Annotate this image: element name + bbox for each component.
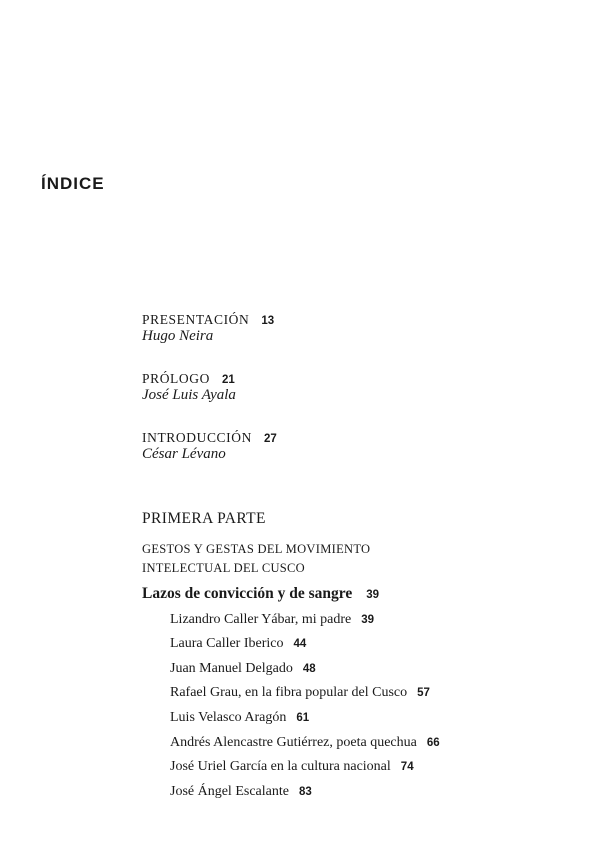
chapter-heading xyxy=(142,585,379,603)
toc-item-label: José Ángel Escalante xyxy=(170,784,289,799)
toc-entry-page: 21 xyxy=(221,374,235,386)
toc-item xyxy=(170,759,414,775)
toc-entry-prologo xyxy=(142,370,235,388)
toc-item xyxy=(170,661,316,677)
toc-entry-author: José Luis Ayala xyxy=(142,387,236,403)
toc-entry-presentacion xyxy=(142,311,274,329)
toc-item-page: 39 xyxy=(361,614,375,626)
toc-item-page: 83 xyxy=(298,786,312,798)
toc-item xyxy=(170,710,309,726)
section-heading-line1: GESTOS Y GESTAS DEL MOVIMIENTO xyxy=(142,542,371,556)
toc-item xyxy=(170,612,374,628)
toc-entry-page: 13 xyxy=(261,315,275,327)
part-heading: PRIMERA PARTE xyxy=(142,510,266,527)
toc-entry-introduccion xyxy=(142,429,277,447)
toc-entry-label: PRESENTACIÓN xyxy=(142,312,250,327)
toc-item-page: 61 xyxy=(296,712,310,724)
toc-entry-label: INTRODUCCIÓN xyxy=(142,430,252,445)
toc-item-label: Lizandro Caller Yábar, mi padre xyxy=(170,612,352,627)
toc-entry-page: 27 xyxy=(263,433,277,445)
toc-item-page: 57 xyxy=(417,687,430,699)
toc-item-page: 44 xyxy=(293,638,307,650)
toc-item-label: Laura Caller Iberico xyxy=(170,636,284,651)
toc-item xyxy=(170,784,312,800)
toc-item xyxy=(170,685,430,701)
toc-item-label: Luis Velasco Aragón xyxy=(170,710,287,725)
chapter-label: Lazos de convicción y de sangre xyxy=(142,585,353,602)
toc-item-label: Andrés Alencastre Gutiérrez, poeta quechua xyxy=(170,735,417,750)
toc-item-label: Juan Manuel Delgado xyxy=(170,661,293,676)
toc-item-page: 66 xyxy=(426,737,440,749)
toc-item-label: José Uriel García en la cultura nacional xyxy=(170,759,391,774)
toc-item-page: 74 xyxy=(400,761,414,773)
chapter-page: 39 xyxy=(366,589,380,601)
section-heading-line2: INTELECTUAL DEL CUSCO xyxy=(142,561,305,575)
page-title: ÍNDICE xyxy=(41,174,105,193)
toc-entry-label: PRÓLOGO xyxy=(142,371,210,386)
toc-item xyxy=(170,735,440,751)
toc-item-label: Rafael Grau, en la fibra popular del Cusco xyxy=(170,685,408,700)
toc-item xyxy=(170,636,306,652)
toc-item-page: 48 xyxy=(302,663,316,675)
toc-entry-author: Hugo Neira xyxy=(142,328,214,344)
toc-entry-author: César Lévano xyxy=(142,446,226,462)
